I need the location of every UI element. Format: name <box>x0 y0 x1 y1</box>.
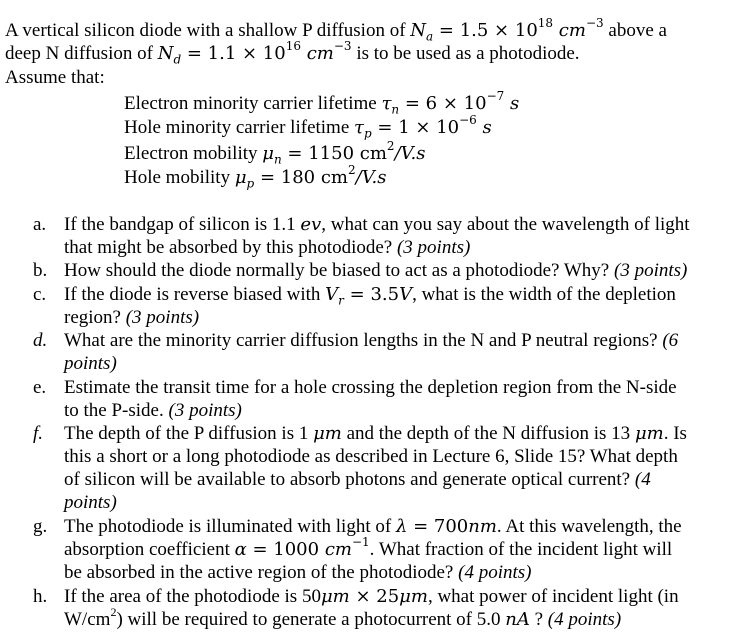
question-e-marker: e. <box>33 377 47 398</box>
assume-heading: Assume that: <box>5 67 105 88</box>
question-f-line-1: The depth of the P diffusion is 1 μm and the depth of the N diffusion is 13 μm. Is <box>64 423 687 444</box>
question-a-line-2: that might be absorbed by this photodiode? (3 points) <box>64 237 471 258</box>
question-f-line-4: points) <box>64 492 117 513</box>
question-f-line-2: this a short or a long photodiode as described in Lecture 6, Slide 15? What depth <box>64 446 678 467</box>
question-c-line-2: region? (3 points) <box>64 307 200 328</box>
assumption-electron-mobility: Electron mobility $\mu_n = 1150$ $cm^2/V.s$ <box>124 139 426 167</box>
question-g-line-3: be absorbed in the active region of the photodiode? (4 points) <box>64 562 532 583</box>
question-g-marker: g. <box>33 516 48 537</box>
question-e-line-1: Estimate the transit time for a hole crossing the depletion region from the N-side <box>64 377 677 398</box>
question-h-line-1: If the area of the photodiode is 50μm × 25μm, what power of incident light (in <box>64 586 679 607</box>
question-c-marker: c. <box>33 284 47 305</box>
assumption-hole-lifetime: Hole minority carrier lifetime $\tau_p = 1 \times 10^{-6}$ s <box>124 113 492 141</box>
assumption-hole-mobility: Hole mobility $\mu_p = 180$ $cm^2/V.s$ <box>124 163 387 191</box>
question-a-line-1: If the bandgap of silicon is 1.1 ev, what can you say about the wavelength of light <box>64 214 690 235</box>
intro-line-2: deep N diffusion of $N_d = 1.1 \times 10^{16}$ $cm^{-3}$ is to be used as a photodiode. <box>5 39 580 67</box>
intro-text: A vertical silicon diode with a shallow P diffusion of <box>5 20 411 41</box>
question-d-marker: d. <box>33 330 48 351</box>
intro-line-1: A vertical silicon diode with a shallow P diffusion of $N_a = 1.5 \times 10^{18}$ $cm^{-3}$ above a <box>5 16 667 44</box>
question-c-line-1: If the diode is reverse biased with $V_r = 3.5V$, what is the width of the depletion <box>64 284 676 308</box>
question-a-marker: a. <box>33 214 47 235</box>
assumption-electron-lifetime: Electron minority carrier lifetime $\tau_n = 6 \times 10^{-7}$ s <box>124 89 520 117</box>
question-g-line-2: absorption coefficient α = 1000 $cm^{-1}$. What fraction of the incident light will <box>64 535 673 560</box>
na-expression: $N_a = 1.5 \times 10^{18}$ $cm^{-3}$ <box>410 16 604 44</box>
question-b-line-1: How should the diode normally be biased to act as a photodiode? Why? (3 points) <box>64 260 688 281</box>
question-h-marker: h. <box>33 586 48 607</box>
question-f-marker: f. <box>33 423 44 444</box>
question-g-line-1: The photodiode is illuminated with light of λ = 700nm. At this wavelength, the <box>64 516 682 537</box>
question-d-line-1: What are the minority carrier diffusion lengths in the N and P neutral regions? (6 <box>64 330 679 351</box>
question-b-marker: b. <box>33 260 48 281</box>
question-f-line-3: of silicon will be available to absorb photons and generate optical current? (4 <box>64 469 651 490</box>
nd-expression: $N_d = 1.1 \times 10^{16}$ $cm^{-3}$ <box>157 39 352 67</box>
question-h-line-2: $W/cm^2$) will be required to generate a photocurrent of 5.0 nA ? (4 points) <box>64 604 622 630</box>
question-e-line-2: to the P-side. (3 points) <box>64 400 242 421</box>
question-d-line-2: points) <box>64 353 117 374</box>
